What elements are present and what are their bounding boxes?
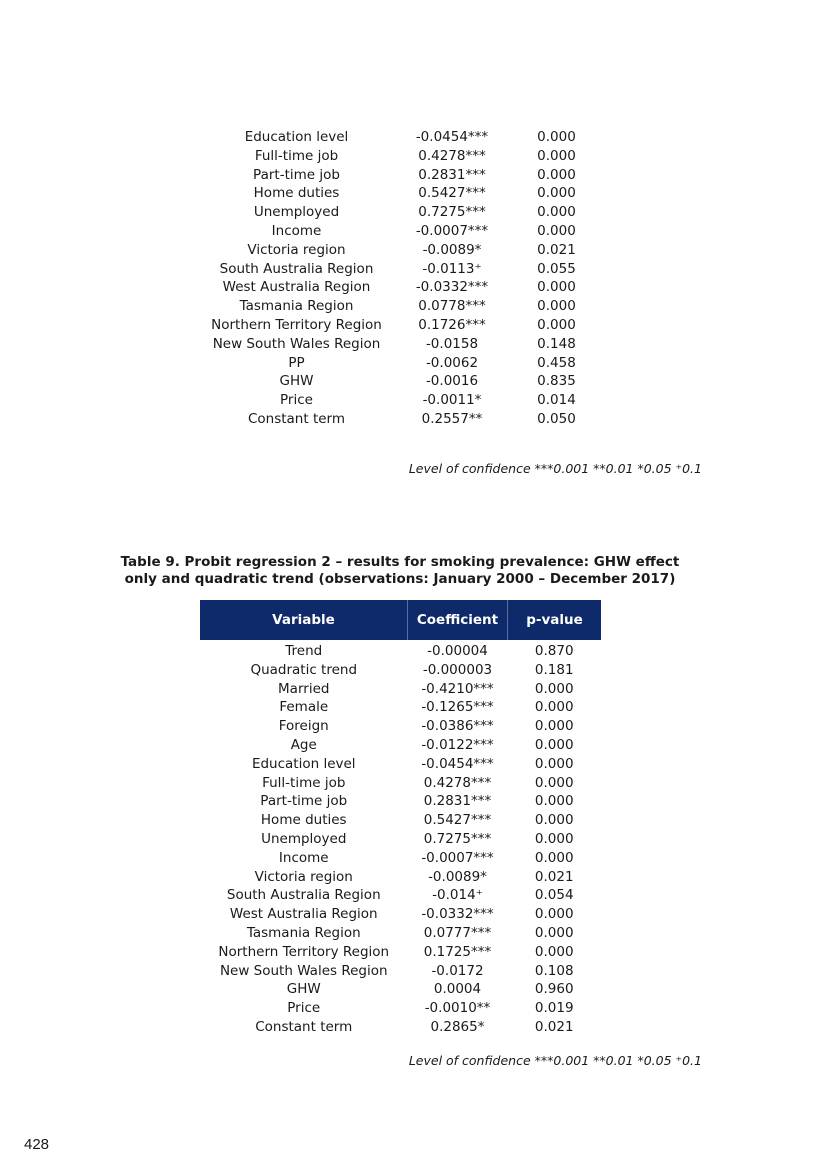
variable-cell: Part-time job (253, 166, 340, 183)
table-row (200, 354, 602, 373)
p-value-cell: 0.000 (534, 830, 574, 847)
table-row (200, 905, 601, 924)
coefficient-cell: 0.2865* (430, 1018, 485, 1035)
caption-line: only and quadratic trend (observations: January 2000 – December 2017) (124, 571, 676, 587)
p-value-cell: 0.835 (537, 373, 576, 390)
coefficient-cell: 0.5427*** (423, 812, 492, 829)
p-value-cell: 0.000 (534, 680, 574, 697)
table-row (200, 680, 601, 699)
table-row (200, 868, 601, 887)
variable-cell: South Australia Region (226, 887, 381, 904)
coefficient-cell: 0.4278*** (423, 774, 492, 791)
table-header (200, 600, 601, 640)
variable-cell: Home duties (253, 185, 340, 202)
coefficient-cell: -0.0007*** (415, 222, 489, 239)
table-row (200, 335, 602, 354)
p-value-cell: 0.108 (534, 962, 574, 979)
variable-cell: Price (280, 392, 313, 409)
confidence-note: Level of confidence ***0.001 **0.01 *0.05 ⁺0.1 (408, 1053, 702, 1068)
variable-cell: Age (290, 736, 317, 753)
variable-cell: West Australia Region (229, 906, 378, 923)
variable-cell: GHW (279, 373, 314, 390)
table-row (200, 222, 602, 241)
p-value-cell: 0.050 (537, 410, 576, 427)
confidence-note: Level of confidence ***0.001 **0.01 *0.05 ⁺0.1 (408, 461, 702, 476)
table-row (200, 962, 601, 981)
table-row (200, 698, 601, 717)
p-value-cell: 0.960 (534, 981, 574, 998)
coefficient-cell: 0.5427*** (418, 185, 486, 202)
coefficient-cell: -0.0010** (424, 1000, 491, 1017)
table-row (200, 755, 601, 774)
p-value-cell: 0.000 (534, 699, 574, 716)
table-row (200, 943, 601, 962)
caption-line: Table 9. Probit regression 2 – results for smoking prevalence: GHW effect (120, 554, 680, 570)
p-value-cell: 0.000 (537, 147, 576, 164)
table-row (200, 166, 602, 185)
table-row (200, 999, 601, 1018)
p-value-cell: 0.000 (537, 185, 576, 202)
regression-table-continued (200, 128, 602, 429)
table-row (200, 980, 601, 999)
p-value-cell: 0.000 (534, 774, 574, 791)
coefficient-cell: -0.0007*** (421, 849, 494, 866)
coefficient-cell: 0.1725*** (423, 943, 492, 960)
table-row (200, 391, 602, 410)
p-value-cell: 0.000 (537, 166, 576, 183)
p-value-cell: 0.021 (534, 1018, 574, 1035)
coefficient-cell: 0.0778*** (418, 298, 486, 315)
coefficient-cell: -0.1265*** (421, 699, 494, 716)
coefficient-cell: 0.0004 (433, 981, 482, 998)
coefficient-cell: -0.0332*** (415, 279, 489, 296)
coefficient-cell: -0.0386*** (421, 718, 494, 735)
table-row (200, 278, 602, 297)
coefficient-cell: -0.0454*** (421, 755, 494, 772)
variable-cell: Education level (251, 755, 356, 772)
coefficient-cell: 0.7275*** (423, 830, 492, 847)
variable-cell: Trend (285, 643, 323, 659)
table-row (200, 661, 601, 680)
variable-cell: Education level (244, 129, 349, 145)
variable-cell: Victoria region (247, 241, 346, 258)
coefficient-cell: 0.2557** (421, 410, 483, 427)
table-row (200, 811, 601, 830)
coefficient-cell: -0.0172 (431, 962, 484, 979)
p-value-cell: 0.000 (534, 755, 574, 772)
variable-cell: Tasmania Region (246, 924, 361, 941)
variable-cell: Price (287, 1000, 321, 1017)
table-row (200, 792, 601, 811)
p-value-cell: 0.054 (534, 887, 574, 904)
table-row (200, 372, 602, 391)
p-value-cell: 0.000 (534, 812, 574, 829)
variable-cell: Full-time job (262, 774, 346, 791)
table-row (200, 717, 601, 736)
p-value-cell: 0.458 (537, 354, 576, 371)
header-row (200, 600, 601, 640)
coefficient-cell: 0.7275*** (418, 204, 486, 221)
variable-cell: West Australia Region (222, 279, 371, 296)
table-row (200, 297, 602, 316)
variable-cell: Unemployed (253, 204, 340, 221)
variable-cell: Home duties (260, 812, 347, 829)
p-value-cell: 0.000 (534, 924, 574, 941)
variable-cell: GHW (286, 981, 321, 998)
column-header-variable: Variable (200, 600, 408, 640)
table-caption (100, 554, 700, 588)
variable-cell: Victoria region (254, 868, 353, 885)
coefficient-cell: -0.0454*** (415, 129, 489, 145)
table-body (200, 128, 602, 429)
column-header-coefficient: Coefficient (408, 600, 508, 640)
coefficient-cell: -0.0011* (422, 392, 482, 409)
coefficient-cell: -0.0089* (428, 868, 487, 885)
table-row (200, 128, 602, 147)
p-value-cell: 0.000 (537, 316, 576, 333)
coefficient-cell: -0.0062 (425, 354, 479, 371)
table-row (200, 849, 601, 868)
p-value-cell: 0.014 (537, 392, 576, 409)
variable-cell: New South Wales Region (212, 335, 381, 352)
p-value-cell: 0.019 (534, 1000, 574, 1017)
table-row (200, 640, 601, 661)
variable-cell: Full-time job (254, 147, 339, 164)
table-row (200, 184, 602, 203)
variable-cell: Quadratic trend (250, 661, 358, 678)
table-row (200, 241, 602, 260)
table-row (200, 1018, 601, 1037)
table-row (200, 924, 601, 943)
table-row (200, 886, 601, 905)
p-value-cell: 0.000 (534, 793, 574, 810)
variable-cell: Female (279, 699, 329, 716)
table-row (200, 830, 601, 849)
coefficient-cell: 0.0777*** (423, 924, 492, 941)
p-value-cell: 0.000 (537, 204, 576, 221)
variable-cell: Constant term (255, 1018, 353, 1035)
coefficient-cell: 0.4278*** (418, 147, 486, 164)
page-number: 428 (24, 1136, 50, 1153)
variable-cell: Constant term (247, 410, 346, 427)
p-value-cell: 0.055 (537, 260, 576, 277)
coefficient-cell: -0.000003 (422, 661, 493, 678)
variable-cell: Income (271, 222, 322, 239)
p-value-cell: 0.000 (534, 718, 574, 735)
p-value-cell: 0.021 (537, 241, 576, 258)
variable-cell: Northern Territory Region (211, 316, 382, 333)
coefficient-cell: -0.0016 (425, 373, 479, 390)
column-header-p-value: p-value (508, 600, 602, 640)
p-value-cell: 0.148 (537, 335, 576, 352)
table-row (200, 203, 602, 222)
coefficient-cell: 0.2831*** (423, 793, 492, 810)
variable-cell: Foreign (278, 718, 329, 735)
coefficient-cell: -0.0089* (422, 241, 482, 258)
table-row (200, 410, 602, 429)
p-value-cell: 0.021 (534, 868, 574, 885)
p-value-cell: 0.000 (537, 222, 576, 239)
coefficient-cell: -0.00004 (427, 643, 488, 659)
p-value-cell: 0.000 (537, 279, 576, 296)
coefficient-cell: -0.0122*** (421, 736, 494, 753)
variable-cell: South Australia Region (219, 260, 374, 277)
coefficient-cell: 0.1726*** (418, 316, 486, 333)
variable-cell: Married (278, 680, 330, 697)
regression-table-9 (200, 600, 601, 1037)
p-value-cell: 0.000 (534, 943, 574, 960)
p-value-cell: 0.000 (537, 129, 576, 145)
p-value-cell: 0.000 (534, 736, 574, 753)
variable-cell: Income (278, 849, 329, 866)
variable-cell: Unemployed (261, 830, 347, 847)
table-row (200, 774, 601, 793)
p-value-cell: 0.870 (534, 643, 574, 659)
variable-cell: Tasmania Region (239, 298, 354, 315)
variable-cell: New South Wales Region (219, 962, 388, 979)
p-value-cell: 0.000 (534, 906, 574, 923)
p-value-cell: 0.000 (534, 849, 574, 866)
p-value-cell: 0.181 (534, 661, 574, 678)
table-row (200, 147, 602, 166)
variable-cell: Northern Territory Region (218, 943, 390, 960)
coefficient-cell: -0.0113⁺ (422, 260, 482, 277)
coefficient-cell: -0.4210*** (421, 680, 494, 697)
variable-cell: PP (288, 354, 305, 371)
table-row (200, 316, 602, 335)
coefficient-cell: -0.014⁺ (432, 887, 483, 904)
table-body (200, 640, 601, 1037)
table-row (200, 736, 601, 755)
coefficient-cell: -0.0158 (425, 335, 479, 352)
variable-cell: Part-time job (260, 793, 348, 810)
coefficient-cell: 0.2831*** (418, 166, 486, 183)
coefficient-cell: -0.0332*** (421, 906, 494, 923)
table-row (200, 260, 602, 279)
p-value-cell: 0.000 (537, 298, 576, 315)
